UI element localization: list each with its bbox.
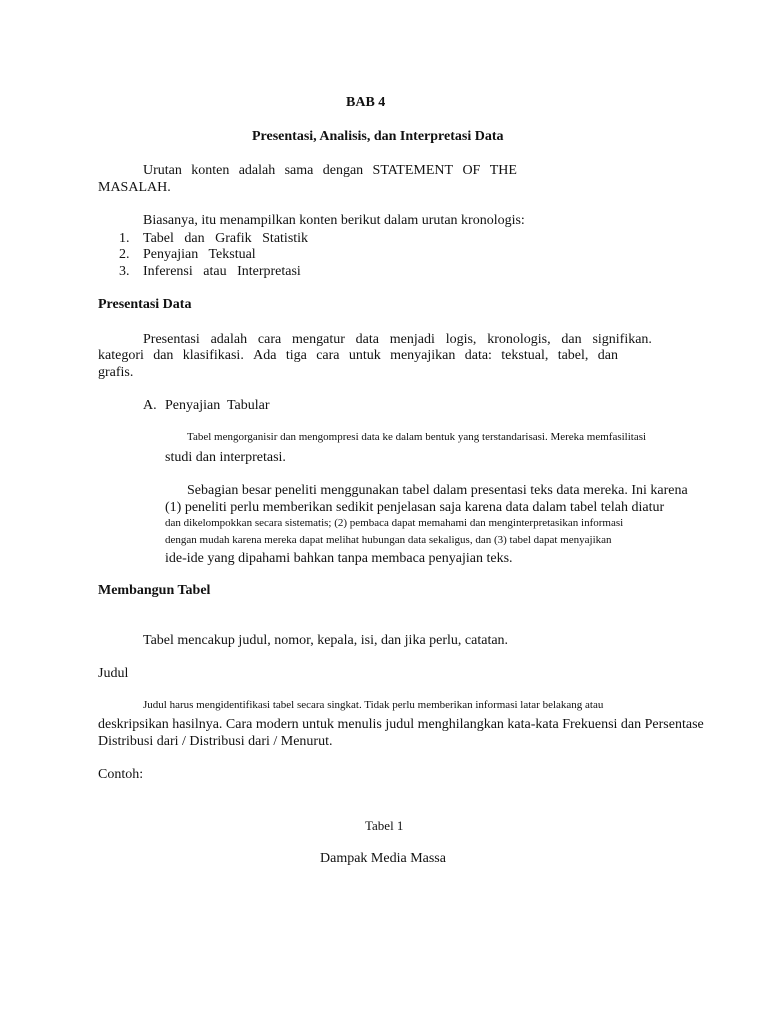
list-item-text: Inferensi atau Interpretasi <box>143 264 301 279</box>
tabular-paragraph-2-line-1: Sebagian besar peneliti menggunakan tabel dalam presentasi teks data mereka. Ini karena <box>187 483 688 498</box>
intro-paragraph-line-2: MASALAH. <box>98 180 171 195</box>
table-title: Dampak Media Massa <box>320 851 446 866</box>
section-heading-membangun-tabel: Membangun Tabel <box>98 583 211 598</box>
word: kronologis, <box>487 332 551 347</box>
list-item-number: 1. <box>119 231 130 246</box>
list-item-text: Penyajian Tekstual <box>143 247 256 262</box>
presentasi-paragraph-line-3: grafis. <box>98 365 134 380</box>
word: THE <box>489 163 517 178</box>
word: tekstual, <box>501 348 549 363</box>
word: mengatur <box>292 332 345 347</box>
subsection-penyajian-tabular: Penyajian Tabular <box>165 398 270 413</box>
presentasi-paragraph-line-2 <box>98 349 618 363</box>
word: data: <box>464 348 492 363</box>
word: adalah <box>238 163 276 178</box>
word: cara <box>257 332 282 347</box>
list-item-number: 3. <box>119 264 130 279</box>
chapter-title: Presentasi, Analisis, dan Interpretasi Data <box>252 129 504 144</box>
word: menyajikan <box>390 348 456 363</box>
section-heading-presentasi-data: Presentasi Data <box>98 297 192 312</box>
word: dan <box>153 348 174 363</box>
word: STATEMENT <box>372 163 454 178</box>
word: untuk <box>348 348 381 363</box>
word: tabel, <box>557 348 589 363</box>
judul-paragraph-line-2: deskripsikan hasilnya. Cara modern untuk menulis judul menghilangkan kata-kata Frekuensi dan Persentase <box>98 717 704 732</box>
tabular-paragraph-1-line-2: studi dan interpretasi. <box>165 450 286 465</box>
tabular-paragraph-2-line-4: dengan mudah karena mereka dapat melihat hubungan data sekaligus, dan (3) tabel dapat menyajikan <box>165 534 612 546</box>
subheading-judul: Judul <box>98 666 129 681</box>
intro-paragraph-line-1 <box>143 164 517 178</box>
word: signifikan. <box>592 332 652 347</box>
tabular-paragraph-2-line-3: dan dikelompokkan secara sistematis; (2) pembaca dapat memahami dan menginterpretasikan informasi <box>165 517 624 529</box>
word: adalah <box>210 332 248 347</box>
word: cara <box>316 348 340 363</box>
tabular-paragraph-1-line-1: Tabel mengorganisir dan mengompresi data ke dalam bentuk yang terstandarisasi. Mereka memfasilitasi <box>187 431 647 443</box>
word: menjadi <box>389 332 435 347</box>
word: Presentasi <box>143 332 200 347</box>
word: logis, <box>445 332 477 347</box>
word: dengan <box>322 163 364 178</box>
membangun-paragraph: Tabel mencakup judul, nomor, kepala, isi, dan jika perlu, catatan. <box>143 633 509 648</box>
word: OF <box>462 163 481 178</box>
word: dan <box>561 332 582 347</box>
word: sama <box>284 163 314 178</box>
word: klasifikasi. <box>182 348 244 363</box>
tabular-paragraph-2-line-2: (1) peneliti perlu memberikan sedikit penjelasan saja karena data dalam tabel telah diatur <box>165 500 665 515</box>
table-number: Tabel 1 <box>365 818 404 833</box>
list-item-number: 2. <box>119 247 130 262</box>
word: kategori <box>98 348 144 363</box>
judul-paragraph-line-3: Distribusi dari / Distribusi dari / Menurut. <box>98 734 333 749</box>
judul-paragraph-line-1: Judul harus mengidentifikasi tabel secara singkat. Tidak perlu memberikan informasi latar belakang atau <box>143 699 604 711</box>
presentasi-paragraph-line-1 <box>143 333 652 347</box>
list-item-text: Tabel dan Grafik Statistik <box>143 231 309 246</box>
subsection-letter: A. <box>143 398 157 413</box>
tabular-paragraph-2-line-5: ide-ide yang dipahami bahkan tanpa membaca penyajian teks. <box>165 551 513 566</box>
word: data <box>355 332 379 347</box>
example-label: Contoh: <box>98 767 144 782</box>
word: Urutan <box>143 163 182 178</box>
word: konten <box>191 163 230 178</box>
chapter-number: BAB 4 <box>346 95 386 110</box>
word: Ada <box>253 348 277 363</box>
word: dan <box>597 348 618 363</box>
word: tiga <box>285 348 307 363</box>
list-intro: Biasanya, itu menampilkan konten berikut dalam urutan kronologis: <box>143 213 525 228</box>
